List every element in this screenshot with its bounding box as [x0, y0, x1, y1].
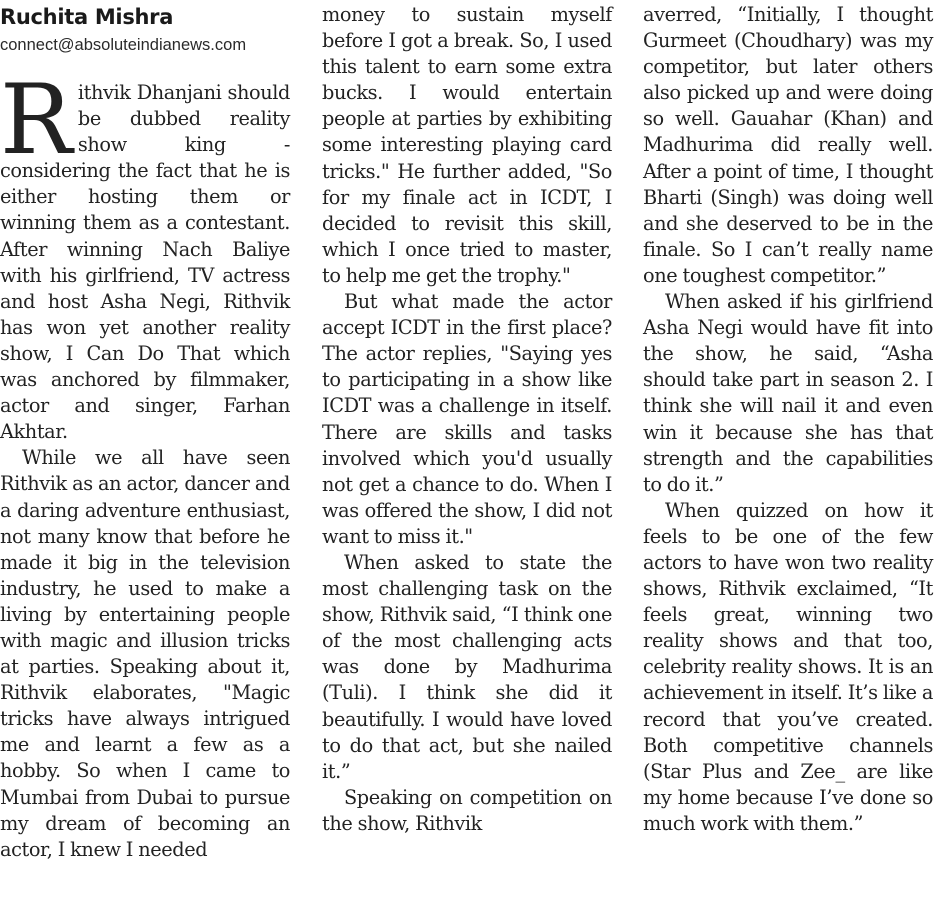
author-name: Ruchita Mishra	[0, 5, 174, 29]
article-column-2	[322, 2, 612, 837]
byline	[0, 2, 300, 56]
article-paragraph: When asked to state the most challenging task on the show, Rithvik said, “I think one of the most challenging acts was done by Madhurima (Tuli). I think she did it beautifully. I would have loved to do that act, but she nailed it.”	[322, 550, 612, 783]
article-paragraph: When asked if his girlfriend Asha Negi would have fit into the show, he said, “Asha should take part in season 2. I think she will nail it and even win it because she has that strength and the capabilities to do it.”	[643, 290, 933, 496]
article-paragraph: money to sustain myself before I got a break. So, I used this talent to earn some extra bucks. I would entertain people at parties by exhibiting some interesting playing card tricks." He further added, "So for my finale act in ICDT, I decided to revisit this skill, which I once tried to master, to help me get the trophy."	[322, 3, 612, 287]
article-paragraph: But what made the actor accept ICDT in the first place? The actor replies, "Saying yes to participating in a show like ICDT was a challenge in itself. There are skills and tasks involved which you'd usually not get a chance to do. When I was offered the show, I did not want to miss it."	[322, 290, 612, 548]
author-email: connect@absoluteindianews.com	[0, 36, 247, 54]
article-column-3	[643, 2, 933, 837]
article-paragraph: Speaking on competition on the show, Rithvik	[322, 785, 612, 835]
article-paragraph: When quizzed on how it feels to be one of the few actors to have won two reality shows, Rithvik exclaimed, “It feels great, winning two reality shows and that too, celebrity reality shows. It is an achievement in itself. It’s like a record that you’ve created. Both competitive channels (Star Plus and Zee_ are like my home because I’ve done so much work with them.”	[643, 498, 933, 835]
article-paragraph: While we all have seen Rithvik as an actor, dancer and a daring adventure enthusiast, not many know that before he made it big in the television industry, he used to make a living by entertaining people with magic and illusion tricks at parties. Speaking about it, Rithvik elaborates, "Magic tricks have always intrigued me and learnt a few as a hobby. So when I came to Mumbai from Dubai to pursue my dream of becoming an actor, I knew I needed	[0, 446, 290, 861]
drop-cap: R	[0, 64, 72, 176]
article-column-1	[0, 64, 290, 863]
article-paragraph: Rithvik Dhanjani should be dubbed reality show king - considering the fact that he is either hosting them or winning them as a contestant. After winning Nach Baliye with his girlfriend, TV actress and host Asha Negi, Rithvik has won yet another reality show, I Can Do That which was anchored by filmmaker, actor and singer, Farhan Akhtar.	[0, 64, 290, 444]
article-paragraph: averred, “Initially, I thought Gurmeet (Choudhary) was my competitor, but later others also picked up and were doing so well. Gauahar (Khan) and Madhurima did really well. After a point of time, I thought Bharti (Singh) was doing well and she deserved to be in the finale. So I can’t really name one toughest competitor.”	[643, 3, 933, 287]
